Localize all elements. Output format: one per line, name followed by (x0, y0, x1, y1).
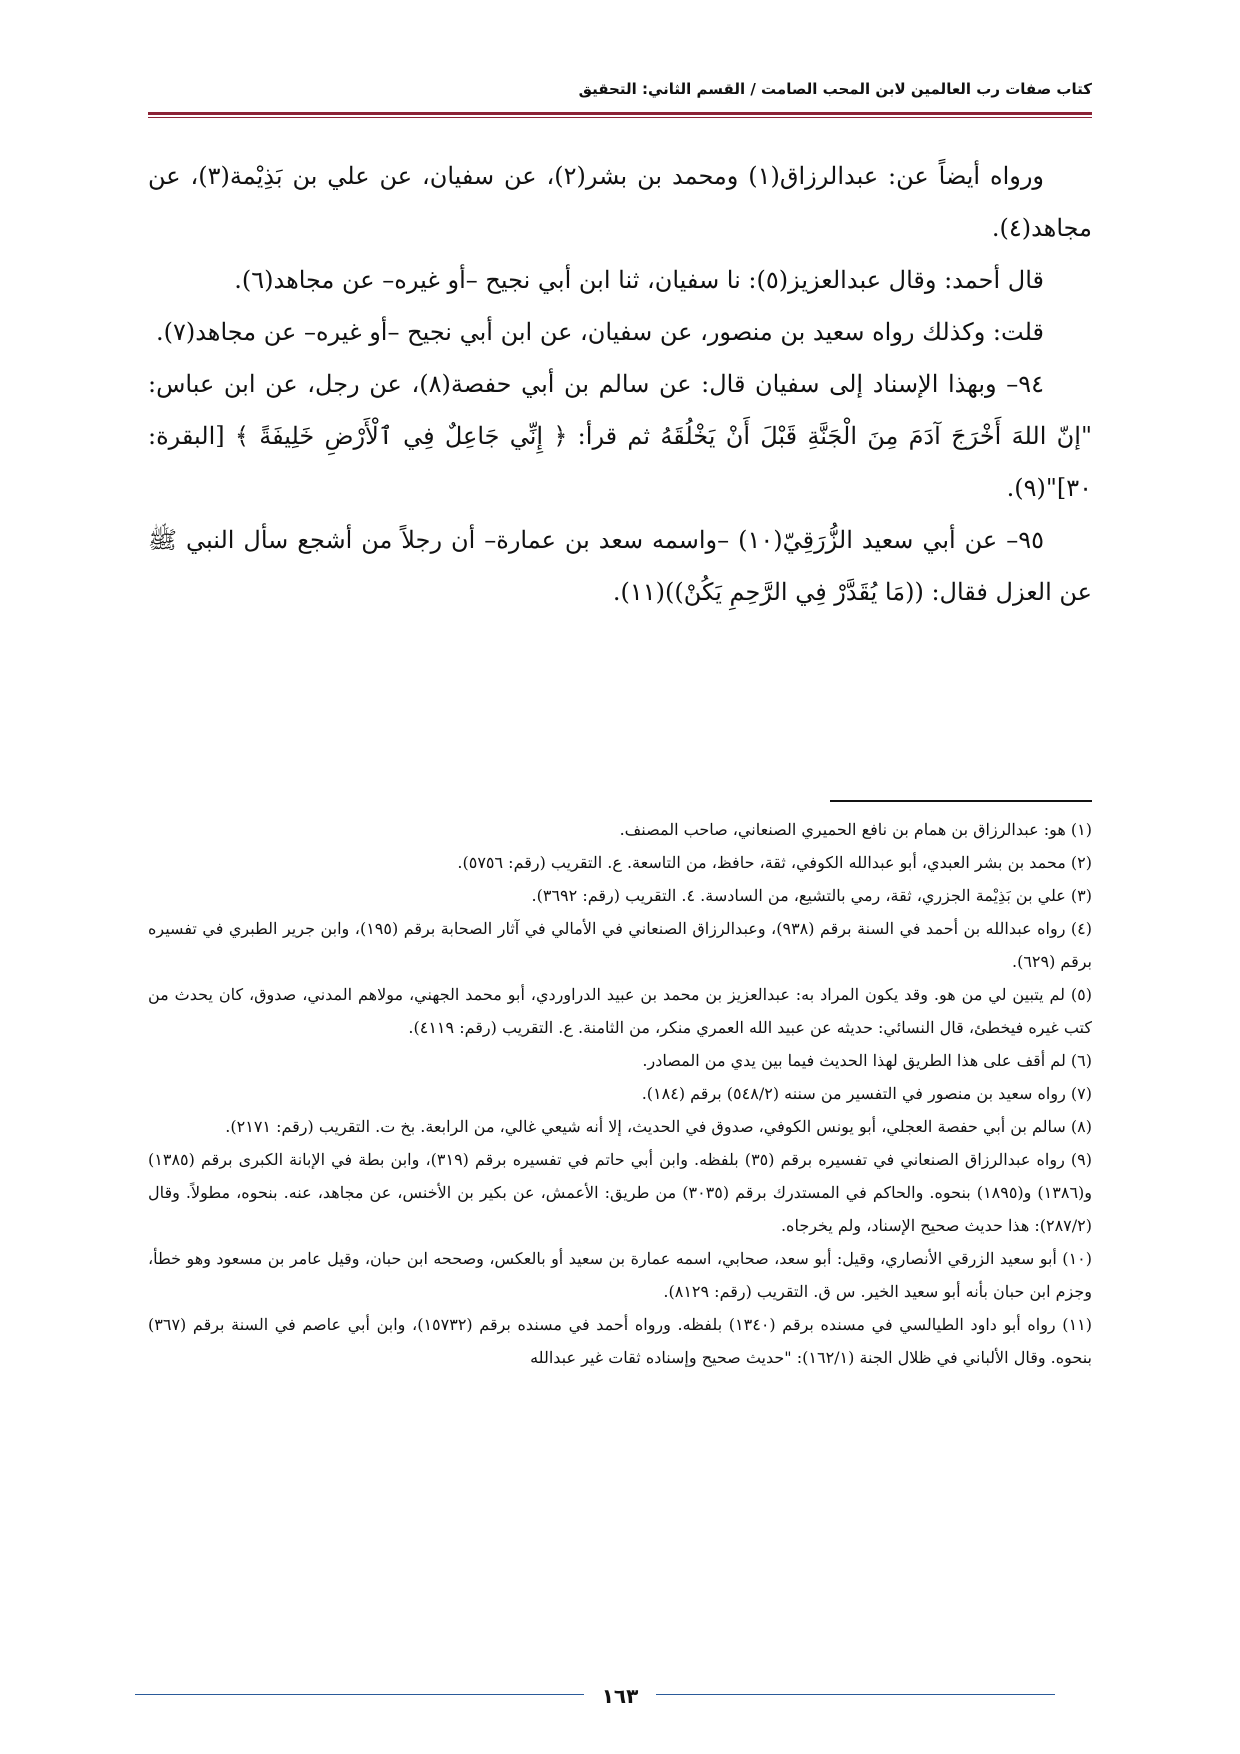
hadith-94: ٩٤– وبهذا الإسناد إلى سفيان قال: عن سالم بن أبي حفصة(٨)، عن رجل، عن ابن عباس: "إنّ اللهَ أَخْرَجَ آدَمَ مِنَ الْجَنَّةِ قَبْلَ أَنْ يَخْلُقَهُ ثم قرأ: ﴿ إِنِّي جَاعِلٌ فِي ٱلْأَرْضِ خَلِيفَةً ﴾ [البقرة: ٣٠]"(٩). (148, 370, 1092, 502)
paragraph: ورواه أيضاً عن: عبدالرزاق(١) ومحمد بن بشر(٢)، عن سفيان، عن علي بن بَذِيْمة(٣)، عن مجاهد(٤). (148, 162, 1092, 242)
footnote: (١٠) أبو سعيد الزرقي الأنصاري، وقيل: أبو سعد، صحابي، اسمه عمارة بن سعيد أو بالعكس، وصححه ابن حبان، وقيل عامر بن مسعود وهو خطأ، وجزم ابن حبان بأنه أبو سعيد الخير. س ق. التقريب (رقم: ٨١٢٩). (148, 1249, 1092, 1301)
main-text (148, 150, 1092, 618)
footnote: (٥) لم يتبين لي من هو. وقد يكون المراد به: عبدالعزيز بن محمد بن عبيد الدراوردي، أبو محمد الجهني، مولاهم المدني، صدوق، كان يحدث من كتب غيره فيخطئ، قال النسائي: حديثه عن عبيد الله العمري منكر، من الثامنة. ع. التقريب (رقم: ٤١١٩). (148, 985, 1092, 1037)
footnote: (١١) رواه أبو داود الطيالسي في مسنده برقم (١٣٤٠) بلفظه. ورواه أحمد في مسنده برقم (١٥٧٣٢)، وابن أبي عاصم في السنة برقم (٣٦٧) بنحوه. وقال الألباني في ظلال الجنة (١٦٢/١): "حديث صحيح وإسناده ثقات غير عبدالله (148, 1315, 1092, 1367)
footnote-separator (830, 800, 1092, 802)
footnote: (١) هو: عبدالرزاق بن همام بن نافع الحميري الصنعاني، صاحب المصنف. (619, 820, 1092, 839)
header-rule-thin (148, 117, 1092, 118)
footnote: (٧) رواه سعيد بن منصور في التفسير من سننه (٥٤٨/٢) برقم (١٨٤). (641, 1084, 1092, 1103)
paragraph: قلت: وكذلك رواه سعيد بن منصور، عن سفيان، عن ابن أبي نجيح –أو غيره– عن مجاهد(٧). (155, 318, 1044, 346)
hadith-95: ٩٥– عن أبي سعيد الزُّرَقِيّ(١٠) –واسمه سعد بن عمارة– أن رجلاً من أشجع سأل النبي ﷺ عن العزل فقال: ((مَا يُقَدَّرْ فِي الرَّحِمِ يَكُنْ))(١١). (148, 526, 1092, 606)
footnote: (٣) علي بن بَذِيْمة الجزري، ثقة، رمي بالتشيع، من السادسة. ٤. التقريب (رقم: ٣٦٩٢). (531, 886, 1092, 905)
footnote: (٢) محمد بن بشر العبدي، أبو عبدالله الكوفي، ثقة، حافظ، من التاسعة. ع. التقريب (رقم: ٥٧٥٦). (457, 853, 1092, 872)
page-number-label: ١٦٣ (584, 1684, 657, 1708)
footnote: (٦) لم أقف على هذا الطريق لهذا الحديث فيما بين يدي من المصادر. (642, 1051, 1092, 1070)
header-rule (148, 112, 1092, 115)
paragraph: قال أحمد: وقال عبدالعزيز(٥): نا سفيان، ثنا ابن أبي نجيح –أو غيره– عن مجاهد(٦). (234, 266, 1044, 294)
footnotes (148, 813, 1092, 1374)
page-number (0, 1684, 1240, 1708)
footnote: (٤) رواه عبدالله بن أحمد في السنة برقم (٩٣٨)، وعبدالرزاق الصنعاني في الأمالي في آثار الصحابة برقم (١٩٥)، وابن جرير الطبري في تفسيره برقم (٦٢٩). (148, 919, 1093, 971)
footnote: (٩) رواه عبدالرزاق الصنعاني في تفسيره برقم (٣٥) بلفظه. وابن أبي حاتم في تفسيره برقم (٣١٩)، وابن بطة في الإبانة الكبرى برقم (١٣٨٥) و(١٣٨٦) و(١٨٩٥) بنحوه. والحاكم في المستدرك برقم (٣٠٣٥) من طريق: الأعمش، عن بكير بن الأخنس، عن مجاهد، عنه. بنحوه، مطولاً. وقال (٢٨٧/٢): هذا حديث صحيح الإسناد، ولم يخرجاه. (148, 1150, 1093, 1235)
footnote: (٨) سالم بن أبي حفصة العجلي، أبو يونس الكوفي، صدوق في الحديث، إلا أنه شيعي غالي، من الرابعة. بخ ت. التقريب (رقم: ٢١٧١). (225, 1117, 1092, 1136)
running-header: كتاب صفات رب العالمين لابن المحب الصامت / القسم الثاني: التحقيق (578, 80, 1092, 98)
